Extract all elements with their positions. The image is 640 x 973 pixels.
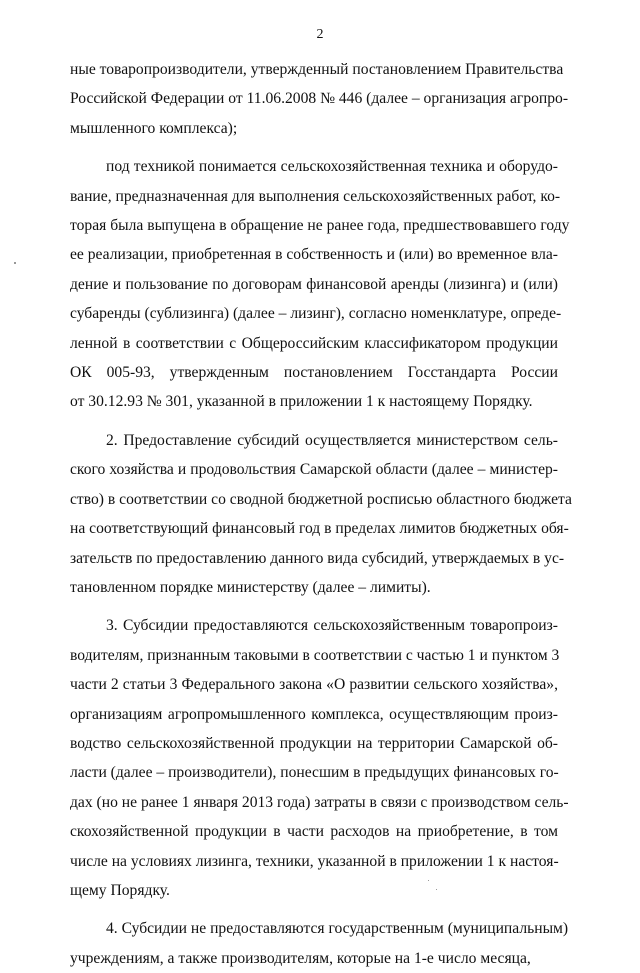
paragraph <box>70 55 569 143</box>
scan-speck <box>428 880 429 881</box>
paragraph <box>70 611 569 905</box>
text-line: водство сельскохозяйственной продукции на территории Самарской об- <box>70 734 558 752</box>
text-line: части 2 статьи 3 Федерального закона «О развитии сельского хозяйства», <box>70 676 558 694</box>
text-line: ство) в соответствии со сводной бюджетной росписью областного бюджета <box>70 490 572 508</box>
text-line: от 30.12.93 № 301, указанной в приложении 1 к настоящему Порядку. <box>70 393 533 411</box>
paragraph <box>70 152 570 417</box>
text-line: вание, предназначенная для выполнения сельскохозяйственных работ, ко- <box>70 187 561 205</box>
scan-speck <box>436 889 437 890</box>
page-number: 2 <box>316 27 324 42</box>
text-line: мышленного комплекса); <box>70 119 238 137</box>
text-line: зательств по предоставлению данного вида субсидий, утверждаемых в ус- <box>70 549 565 567</box>
paragraph <box>70 914 569 973</box>
text-line: водителям, признанным таковыми в соответствии с частью 1 и пунктом 3 <box>70 646 560 664</box>
text-line: числе на условиях лизинга, техники, указанной в приложении 1 к настоя- <box>70 852 559 870</box>
scan-speck <box>14 262 16 264</box>
text-line: щему Порядку. <box>70 881 170 899</box>
text-line: ласти (далее – производители), понесшим в предыдущих финансовых го- <box>70 764 559 782</box>
text-line: ОК 005-93, утвержденным постановлением Госстандарта России <box>70 364 558 382</box>
text-line: торая была выпущена в обращение не ранее года, предшествовавшего году <box>70 217 570 235</box>
text-line: на соответствующий финансовый год в пределах лимитов бюджетных обя- <box>70 520 569 538</box>
text-line: ее реализации, приобретенная в собственность и (или) во временное вла- <box>70 246 558 264</box>
text-line: Российской Федерации от 11.06.2008 № 446 (далее – организация агропро- <box>70 90 569 108</box>
text-line: субаренды (сублизинга) (далее – лизинг), согласно номенклатуре, опреде- <box>70 305 562 323</box>
text-line: ные товаропроизводители, утвержденный постановлением Правительства <box>70 61 564 78</box>
text-line: 2. Предоставление субсидий осуществляется министерством сель- <box>106 431 558 449</box>
text-line: учреждениям, а также производителям, которые на 1-е число месяца, <box>70 949 531 967</box>
text-line: скохозяйственной продукции в части расходов на приобретение, в том <box>70 823 558 841</box>
text-line: ского хозяйства и продовольствия Самарской области (далее – министер- <box>70 461 558 479</box>
text-line: организациям агропромышленного комплекса, осуществляющим произ- <box>70 705 558 723</box>
text-line: дах (но не ранее 1 января 2013 года) затраты в связи с производством сель- <box>70 793 569 811</box>
text-line: 4. Субсидии не предоставляются государственным (муниципальным) <box>106 920 569 938</box>
text-line: под техникой понимается сельскохозяйственная техника и оборудо- <box>106 158 558 176</box>
document-body <box>70 55 572 973</box>
paragraph <box>70 426 572 602</box>
text-line: тановленном порядке министерству (далее – лимиты). <box>70 578 431 596</box>
text-line: 3. Субсидии предоставляются сельскохозяйственным товаропроиз- <box>106 617 558 635</box>
text-line: дение и пользование по договорам финансовой аренды (лизинга) и (или) <box>70 275 558 293</box>
text-line: ленной в соответствии с Общероссийским классификатором продукции <box>70 334 558 352</box>
